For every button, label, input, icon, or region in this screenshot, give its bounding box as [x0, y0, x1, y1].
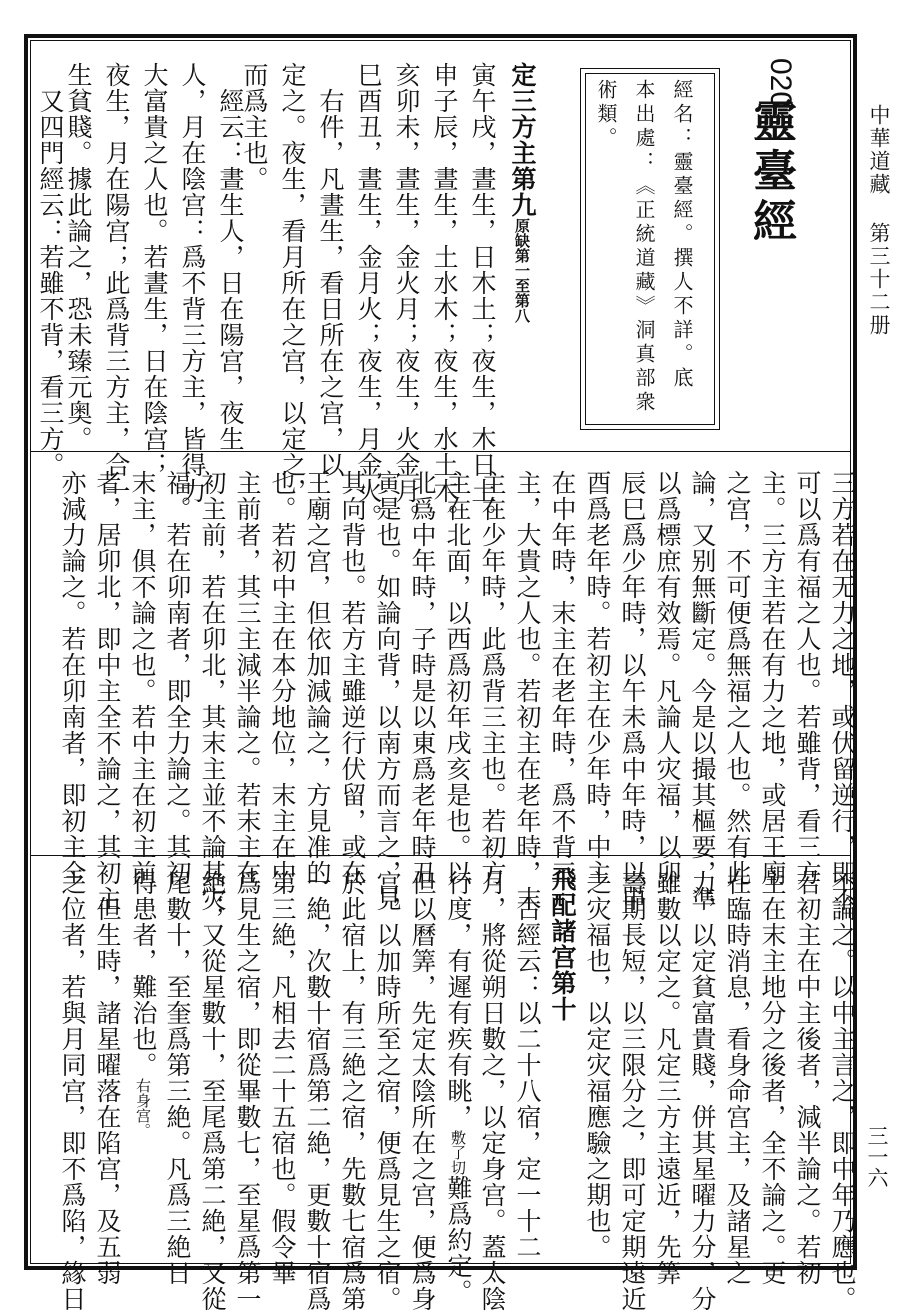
text-line: 於此宿上，有三絶之宿，先數七宿爲第 [338, 870, 367, 1312]
text-line: 第三絶，凡相去二十五宿也。假令畢 [268, 870, 297, 1286]
text-line: 其向背也。若方主雖逆行伏留，或在 [338, 470, 367, 886]
text-line: 壽期長短，以三限分之，即可定期遠近 [618, 870, 647, 1312]
text-line [126, 870, 160, 1138]
page-number: 三一六 [865, 1125, 889, 1188]
running-head: 中華道藏 第三十二册 [867, 104, 891, 337]
text-line: 尾數十，至奎爲第三絶。凡爲三絶日 [163, 870, 192, 1286]
text-line: 寅是也。如論向背，以南方而言之，見 [373, 470, 402, 912]
section-heading [505, 62, 539, 323]
text-line: 亦減力論之。若在卯南者，即初主全 [58, 470, 87, 886]
text-line: 辰巳爲少年時，以午未爲中年時，以申 [618, 470, 647, 912]
text-line: 生貧賤。據此論之，恐未臻元奥。 [64, 62, 93, 452]
info-line: 經名：靈臺經。撰人不詳。底 [670, 79, 694, 391]
text-line: 一絶，次數十宿爲第二絶，更數十宿爲 [303, 870, 332, 1312]
text-line: 末主，俱不論之也。若中主在初主前 [128, 470, 157, 886]
info-box [580, 68, 720, 430]
sutra-number: 020 [764, 58, 797, 109]
text-line: 主。三方主若在有力之地，或居王廟 [758, 470, 787, 886]
text-line: 雖數以定之。凡定三方主遠近，先筭 [653, 870, 682, 1286]
text-line: 者，居卯北，即中主全不論之，其初主 [93, 470, 122, 912]
text-line: 初主前，若在卯北，其末主並不論其灾 [198, 470, 227, 912]
text-line: 定之。夜生，看月所在之宫，以定之， [278, 62, 307, 504]
section-heading-note: 原缺第一至第八 [513, 218, 531, 323]
text-line: 爲見生之宿，即從畢數七，至星爲第一 [233, 870, 262, 1312]
text-line: 三方若在无力之地，或伏留逆行，即不 [828, 470, 857, 912]
interlinear-note: 右身宫。 [134, 1078, 152, 1138]
text-line: 論，又别無斷定。今是以撮其樞要，準 [688, 470, 717, 912]
text-line: 若初主在中主後者，減半論之。若初 [793, 870, 822, 1286]
section-heading-title: 定三方主第九 [508, 62, 537, 218]
text-line: 也。若初中主在本分地位，末主在中 [268, 470, 297, 886]
text-line: 在臨時消息，看身命宫主，及諸星之 [723, 870, 752, 1286]
text-line: 宫，以加時所至之宿，便爲見生之宿。 [373, 870, 402, 1312]
text-line: 主在北面，以西爲初年戌亥是也。以 [443, 470, 472, 886]
text-line: 月，將從朔日數之，以定身宫。蓋太陰 [478, 870, 507, 1312]
text-line: 申子辰，晝生，土水木；夜生，水土木。 [430, 62, 459, 530]
text-segment: 行度，有遲有疾有眺， [444, 870, 473, 1130]
text-segment: 得患者，難治也。 [129, 870, 158, 1078]
section-heading: 飛配諸宫第十 [548, 866, 577, 1022]
sutra-title: 靈臺經 [745, 98, 796, 248]
text-line: 大富貴之人也。若晝生，日在陰宫； [140, 62, 169, 478]
text-line: 人，月在陰宫：爲不背三方主，皆得力 [178, 62, 207, 504]
text-line: 主在末主地分之後者，全不論之。更 [758, 870, 787, 1286]
text-line: 寅午戌，晝生，日木土；夜生，木日土。 [468, 62, 497, 530]
info-line: 術類。 [594, 79, 618, 151]
text-line: 之灾福也，以定灾福應驗之期也。 [583, 870, 612, 1260]
text-line: 福。若在卯南者，即全力論之。其初 [163, 470, 192, 886]
text-line: 在中年時，末主在老年時，爲不背三 [548, 470, 577, 886]
text-line: 絶；又從星數十，至尾爲第二絶，又從 [198, 870, 227, 1312]
text-line: 但以曆筭，先定太陰所在之宫，便爲身 [408, 870, 437, 1312]
text-line: 可以爲有福之人也。若雖背，看三方 [793, 470, 822, 886]
text-line: 之位者，若與月同宫，即不爲陷，緣日 [58, 870, 87, 1312]
text-line: 北爲中年時，子時是以東爲老年時丑 [408, 470, 437, 886]
text-line: 經云：晝生人，日在陽宫，夜生 [216, 62, 245, 452]
text-line: 夜生，月在陽宫；此爲背三方主，合一 [102, 62, 131, 504]
text-line: 之宫，不可便爲無福之人也。然有此 [723, 470, 752, 886]
text-line: 以爲標庶有效焉。凡論人灾福，以卯 [653, 470, 682, 886]
text-line: 不論之。以中主言之，即中年乃應也。 [828, 870, 857, 1312]
text-line: 主，大貴之人也。若初主在老年時，末 [513, 470, 542, 912]
text-line: 酉爲老年時。若初主在少年時，中主 [583, 470, 612, 886]
text-line: 但生時，諸星曜落在陷宫，及五弱 [93, 870, 122, 1286]
text-segment: 難爲約定。 [444, 1175, 473, 1305]
info-line: 本出處：《正統道藏》洞真部衆 [632, 79, 656, 415]
pronunciation-note: 敷了切 [449, 1130, 467, 1175]
text-line: 力，以定貧富貴賤，併其星曜力分，分 [688, 870, 717, 1312]
text-line [441, 870, 475, 1305]
text-line: 亥卯未，晝生，金火月；夜生，火金月。 [392, 62, 421, 530]
text-line: 主前者，其三主減半論之。若末主在 [233, 470, 262, 886]
text-line: 而爲主也。 [240, 62, 269, 192]
text-line: 主在少年時，此爲背三主也。若初方 [478, 470, 507, 886]
text-line: 巳酉丑，晝生，金月火；夜生，月金火。 [354, 62, 383, 530]
text-line: 又四門經云：若雖不背，看三方。 [36, 62, 65, 478]
text-line: 古經云：以二十八宿，定一十二 [513, 870, 542, 1260]
text-line: 右件，凡晝生，看日所在之宫，以 [316, 62, 345, 478]
text-line: 王廟之宫，但依加減論之，方見准的 [303, 470, 332, 886]
